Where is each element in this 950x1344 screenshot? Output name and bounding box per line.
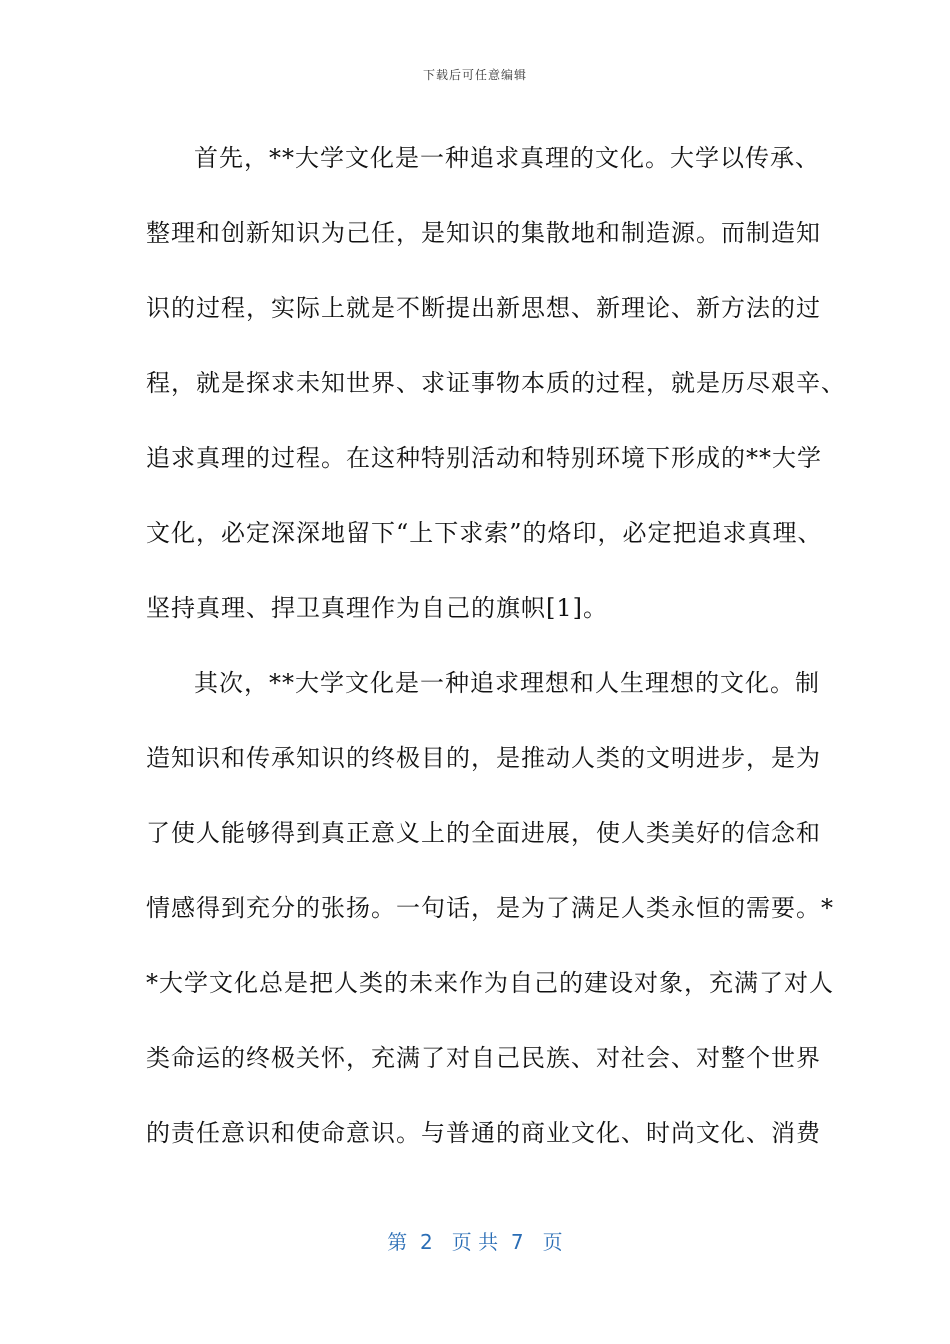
paragraph-line: 识的过程，实际上就是不断提出新思想、新理论、新方法的过: [146, 294, 821, 322]
document-body: [146, 121, 846, 1171]
paragraph-line: 程，就是探求未知世界、求证事物本质的过程，就是历尽艰辛、: [146, 369, 846, 397]
paragraph-line: *大学文化总是把人类的未来作为自己的建设对象，充满了对人: [146, 969, 834, 997]
paragraph-line: 首先，**大学文化是一种追求真理的文化。大学以传承、: [194, 144, 820, 172]
page-number-label: 第 2 页 共 7 页: [387, 1230, 563, 1254]
page-number-footer: [0, 1226, 950, 1255]
paragraph-line: 文化，必定深深地留下“上下求索”的烙印，必定把追求真理、: [146, 519, 823, 547]
paragraph-2: [146, 646, 834, 1171]
paragraph-1: [146, 121, 846, 646]
paragraph-line: 类命运的终极关怀，充满了对自己民族、对社会、对整个世界: [146, 1044, 821, 1072]
paragraph-line: 了使人能够得到真正意义上的全面进展，使人类美好的信念和: [146, 819, 821, 847]
paragraph-line: 情感得到充分的张扬。一句话，是为了满足人类永恒的需要。*: [146, 894, 834, 922]
paragraph-line: 造知识和传承知识的终极目的，是推动人类的文明进步，是为: [146, 744, 821, 772]
paragraph-line: 的责任意识和使命意识。与普通的商业文化、时尚文化、消费: [146, 1119, 821, 1147]
paragraph-line: 其次，**大学文化是一种追求理想和人生理想的文化。制: [194, 669, 820, 697]
paragraph-line: 追求真理的过程。在这种特别活动和特别环境下形成的**大学: [146, 444, 822, 472]
page-header-note: 下载后可任意编辑: [422, 68, 527, 82]
paragraph-line: 整理和创新知识为己任，是知识的集散地和制造源。而制造知: [146, 219, 821, 247]
paragraph-line: 坚持真理、捍卫真理作为自己的旗帜[1]。: [146, 594, 608, 622]
